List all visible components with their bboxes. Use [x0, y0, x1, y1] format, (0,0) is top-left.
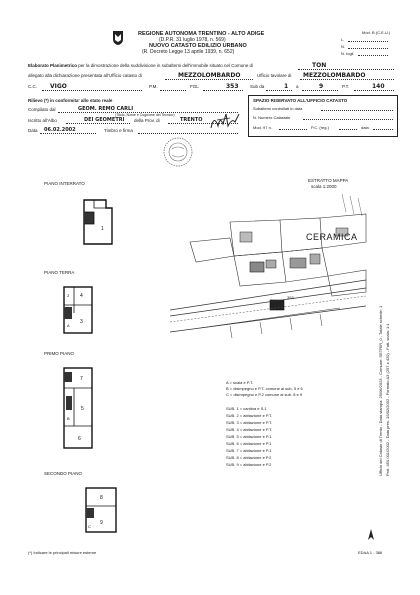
sub-from-value: 1	[284, 83, 289, 90]
map-place-name: CERAMICA	[306, 232, 358, 242]
map-drawing	[170, 192, 370, 340]
legend-sub-8: SUB. 8 = abitazione e P.2	[226, 455, 272, 460]
allegato-text: allegato alla dichiarazione presentata all'Ufficio catasto di	[28, 73, 142, 78]
elaborato-text: per la dimostrazione della suddivisione in subalterni dell'immobile situato nel Comune di	[78, 63, 253, 68]
rilievo-label: Rilievo (*) in conformita' allo stato reale	[28, 98, 113, 103]
sub-to-value: 9	[319, 83, 324, 90]
titolo-hint: (Titolo, Nome e Cognome del Tecnico)	[115, 113, 175, 117]
ufficio-title: SPAZIO RISERVATO ALL'UFFICIO CATASTO	[253, 98, 348, 103]
svg-text:5: 5	[81, 406, 84, 412]
estratto-title: ESTRATTO MAPPA	[308, 178, 349, 183]
legend-common-2: C = disimpegno e P.2 comune ai sub. 8 e 9	[226, 392, 303, 397]
albo-value: DEI GEOMETRI	[84, 117, 125, 123]
svg-text:8: 8	[100, 495, 103, 501]
fgl-label: FGL	[190, 84, 199, 89]
legend-sub-1: SUB. 1 = cantina e S.1	[226, 406, 267, 411]
compilato-label: Compilato dal	[28, 107, 56, 112]
legend-common-1: B = disimpegno e P.T. comune ai sub. 5 e 6	[226, 386, 303, 391]
legend-sub-9: SUB. 9 = abitazione e P.2	[226, 462, 272, 467]
side-text-line1: Ufficio del Catasto di Trento - Data stampa: 25/06/2023 - Comune: SETRIR_0 - Totale schede: 1	[378, 305, 383, 476]
svg-text:6: 6	[78, 436, 81, 442]
pm-label: P.M.	[149, 84, 158, 89]
svg-text:2: 2	[67, 293, 70, 298]
compilato-value: GEOM. REMO CARLI	[78, 106, 134, 112]
svg-text:B: B	[67, 416, 70, 421]
svg-text:3: 3	[80, 319, 83, 325]
prot-label: N.	[341, 44, 345, 49]
signature-icon	[208, 108, 242, 134]
floor-label-terra: PIANO TERRA	[44, 270, 75, 275]
plan-primo	[60, 366, 96, 452]
header-subtitle: NUOVO CATASTO EDILIZIO URBANO	[149, 43, 247, 49]
stamp-icon	[160, 135, 196, 169]
pt-label: P.T.	[342, 84, 350, 89]
numero-label: N. Numero Catastale	[253, 115, 291, 120]
timbro-label: Timbro e firma	[104, 128, 133, 133]
fogli-label: N. fogli	[341, 51, 354, 56]
svg-text:4: 4	[80, 293, 83, 299]
legend-sub-6: SUB. 6 = abitazione e P.1	[226, 441, 272, 446]
header-title: REGIONE AUTONOMA TRENTINO - ALTO ADIGE	[138, 31, 265, 37]
legend-sub-5: SUB. 5 = abitazione e P.1	[226, 434, 272, 439]
legend-sub-4: SUB. 4 = abitazione e P.T.	[226, 427, 273, 432]
footer-note: (*) Indicare le principali misure esterne	[28, 550, 97, 555]
svg-text:C: C	[88, 524, 91, 529]
sub-label: Sub da	[250, 84, 265, 89]
cc-value: VIGO	[50, 83, 67, 90]
floor-label-secondo: SECONDO PIANO	[44, 471, 83, 476]
svg-text:7: 7	[80, 376, 83, 382]
footer-model-code: EDAA 1 - 386	[358, 550, 383, 555]
coat-of-arms-icon	[112, 30, 124, 46]
plan-terra	[60, 285, 96, 337]
svg-text:A: A	[67, 323, 70, 328]
svg-text:1: 1	[101, 226, 104, 232]
sub-to-label: a	[296, 84, 299, 89]
fgl-value: 353	[226, 83, 239, 90]
legend-sub-3: SUB. 3 = abitazione e P.T.	[226, 420, 273, 425]
legend-sub-2: SUB. 2 = abitazione e P.T.	[226, 413, 273, 418]
pt-value: 140	[372, 83, 385, 90]
pc-label: P.C. (reg.)	[311, 125, 329, 130]
floor-label-primo: PRIMO PIANO	[44, 351, 75, 356]
map-parcel-number: 353	[287, 295, 294, 300]
ufficio-tavolare-label: Ufficio tavolare di	[257, 73, 292, 78]
north-arrow-icon	[364, 528, 378, 542]
header-decree: (D.P.R. 31 luglio 1978, n. 569)	[159, 37, 226, 43]
prov-value: TRENTO	[180, 117, 203, 123]
data-label: Data	[28, 128, 38, 133]
svg-text:9: 9	[100, 520, 103, 526]
data-value: 06.02.2002	[44, 127, 76, 133]
elaborato-label: Elaborato Planimetrico	[28, 63, 78, 68]
prov-hint: della Prov. di	[134, 118, 160, 123]
ufficio-reserved-box	[248, 95, 398, 137]
elaborato-line	[28, 63, 253, 68]
ufficio-data-label: data	[361, 125, 369, 130]
comune-value: TON	[312, 62, 327, 69]
estratto-scale: scala 1:2000	[311, 184, 337, 189]
floor-label-interrato: PIANO INTERRATO	[44, 181, 85, 186]
iscritto-label: Iscritto all'Albo	[28, 118, 57, 123]
header-law: (R. Decreto Legge 13 aprile 1939, n. 652)	[142, 49, 235, 55]
ufficio-catasto-value: MEZZOLOMBARDO	[178, 72, 241, 79]
lire-label: L.	[341, 37, 345, 42]
model-label: Mod. B (C.E.U.)	[362, 30, 391, 35]
cc-label: C.C.	[28, 84, 37, 89]
ufficio-tavolare-value: MEZZOLOMBARDO	[303, 72, 366, 79]
plan-secondo	[82, 486, 120, 536]
legend-sub-7: SUB. 7 = abitazione e P.1	[226, 448, 272, 453]
modello-label: Mod. 97 n.	[253, 125, 272, 130]
subalterni-label: Subalterni controllati in data	[253, 106, 303, 111]
legend-common-0: A = scala e P.T.	[226, 380, 254, 385]
side-text-line2: Prot. 450.001/2002 - Data pres. 15/02/2002 - Formato A3 (297 x 420) - Fatt. scala: 1:1	[385, 323, 390, 476]
plan-interrato	[80, 198, 116, 248]
